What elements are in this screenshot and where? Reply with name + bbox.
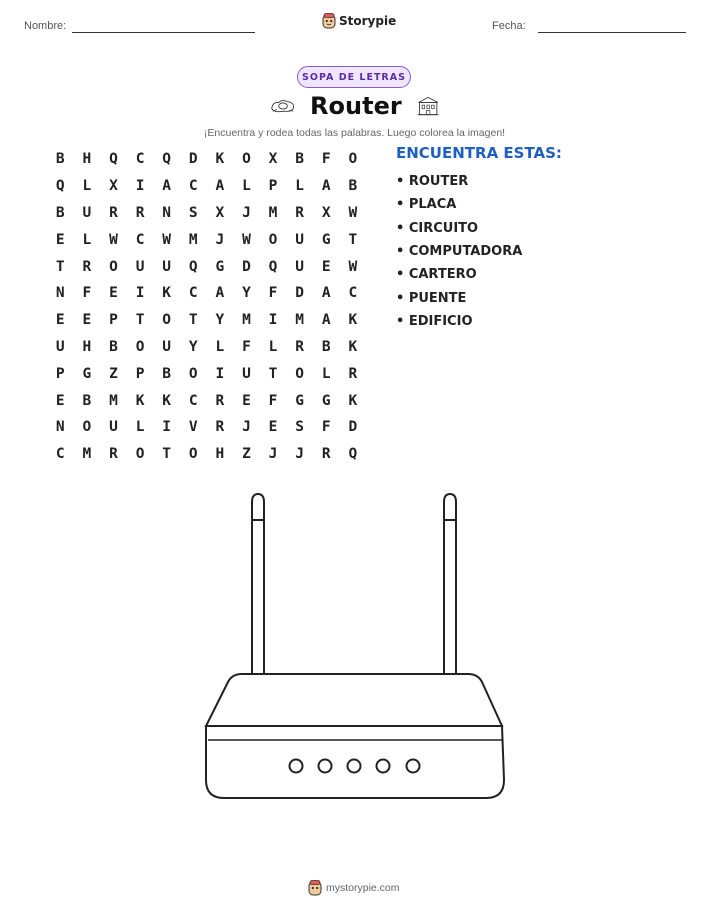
grid-letter[interactable]: X bbox=[268, 151, 278, 168]
logo-text: Storypie bbox=[339, 14, 397, 28]
grid-letter[interactable]: W bbox=[348, 204, 358, 221]
grid-letter[interactable]: U bbox=[162, 258, 172, 275]
grid-letter[interactable]: R bbox=[295, 204, 304, 221]
word-list-item: • COMPUTADORA bbox=[396, 244, 523, 260]
grid-letter[interactable]: E bbox=[82, 312, 92, 329]
grid-letter[interactable]: L bbox=[321, 365, 331, 382]
grid-letter[interactable]: L bbox=[295, 178, 304, 195]
word-list-item: • EDIFICIO bbox=[396, 313, 473, 329]
storypie-mascot-icon bbox=[308, 880, 322, 896]
grid-letter[interactable]: N bbox=[55, 419, 65, 436]
grid-letter[interactable]: M bbox=[268, 204, 278, 221]
grid-letter[interactable]: C bbox=[135, 231, 145, 248]
grid-letter[interactable]: X bbox=[215, 204, 225, 221]
grid-letter[interactable]: U bbox=[295, 231, 304, 248]
grid-letter[interactable]: A bbox=[321, 312, 331, 329]
word-list-title: ENCUENTRA ESTAS: bbox=[396, 144, 562, 162]
grid-letter[interactable]: R bbox=[82, 258, 92, 275]
grid-letter[interactable]: M bbox=[109, 392, 118, 409]
grid-letter[interactable]: L bbox=[82, 178, 92, 195]
grid-letter[interactable]: A bbox=[321, 285, 331, 302]
grid-letter[interactable]: K bbox=[215, 151, 225, 168]
grid-letter[interactable]: U bbox=[295, 258, 304, 275]
grid-letter[interactable]: R bbox=[215, 419, 225, 436]
grid-letter[interactable]: T bbox=[162, 446, 172, 463]
grid-letter[interactable]: L bbox=[215, 338, 225, 355]
grid-letter[interactable]: F bbox=[82, 285, 92, 302]
grid-letter[interactable]: E bbox=[55, 231, 65, 248]
grid-row bbox=[47, 280, 367, 307]
grid-letter[interactable]: W bbox=[348, 258, 358, 275]
grid-letter[interactable]: K bbox=[162, 392, 172, 409]
grid-letter[interactable]: F bbox=[321, 151, 331, 168]
grid-letter[interactable]: B bbox=[295, 151, 304, 168]
grid-letter[interactable]: W bbox=[162, 231, 172, 248]
grid-letter[interactable]: K bbox=[162, 285, 172, 302]
grid-letter[interactable]: B bbox=[321, 338, 331, 355]
grid-letter[interactable]: H bbox=[215, 446, 225, 463]
grid-letter[interactable]: E bbox=[109, 285, 118, 302]
grid-letter[interactable]: T bbox=[55, 258, 65, 275]
grid-letter[interactable]: Q bbox=[268, 258, 278, 275]
grid-letter[interactable]: G bbox=[321, 392, 331, 409]
grid-letter[interactable]: O bbox=[295, 365, 304, 382]
grid-letter[interactable]: U bbox=[55, 338, 65, 355]
grid-letter[interactable]: J bbox=[215, 231, 225, 248]
grid-letter[interactable]: Z bbox=[109, 365, 118, 382]
grid-letter[interactable]: I bbox=[135, 178, 145, 195]
grid-letter[interactable]: I bbox=[215, 365, 225, 382]
grid-letter[interactable]: I bbox=[268, 312, 278, 329]
grid-letter[interactable]: U bbox=[82, 204, 92, 221]
grid-letter[interactable]: L bbox=[268, 338, 278, 355]
grid-letter[interactable]: O bbox=[82, 419, 92, 436]
grid-letter[interactable]: L bbox=[135, 419, 145, 436]
grid-letter[interactable]: A bbox=[321, 178, 331, 195]
grid-letter[interactable]: D bbox=[242, 258, 251, 275]
grid-letter[interactable]: O bbox=[188, 365, 198, 382]
grid-letter[interactable]: M bbox=[82, 446, 92, 463]
grid-letter[interactable]: U bbox=[135, 258, 145, 275]
grid-letter[interactable]: C bbox=[135, 151, 145, 168]
grid-letter[interactable]: K bbox=[348, 392, 358, 409]
grid-letter[interactable]: Y bbox=[242, 285, 251, 302]
grid-letter[interactable]: C bbox=[188, 285, 198, 302]
grid-letter[interactable]: H bbox=[82, 151, 92, 168]
grid-letter[interactable]: W bbox=[109, 231, 118, 248]
grid-row bbox=[47, 200, 367, 227]
grid-row bbox=[47, 173, 367, 200]
grid-letter[interactable]: L bbox=[242, 178, 251, 195]
grid-row bbox=[47, 387, 367, 414]
name-line[interactable] bbox=[72, 32, 255, 33]
grid-letter[interactable]: T bbox=[188, 312, 198, 329]
word-list-item: • CIRCUITO bbox=[396, 220, 479, 236]
grid-letter[interactable]: D bbox=[188, 151, 198, 168]
instructions: ¡Encuentra y rodea todas las palabras. Luego colorea la imagen! bbox=[203, 127, 506, 139]
letter-grid bbox=[47, 146, 367, 468]
grid-letter[interactable]: F bbox=[268, 285, 278, 302]
grid-letter[interactable]: O bbox=[109, 258, 118, 275]
grid-letter[interactable]: Y bbox=[215, 312, 225, 329]
grid-letter[interactable]: D bbox=[348, 419, 358, 436]
storypie-mascot-icon bbox=[322, 13, 336, 29]
grid-letter[interactable]: O bbox=[268, 231, 278, 248]
date-line[interactable] bbox=[538, 32, 686, 33]
grid-letter[interactable]: C bbox=[55, 446, 65, 463]
grid-letter[interactable]: M bbox=[188, 231, 198, 248]
grid-letter[interactable]: F bbox=[268, 392, 278, 409]
grid-letter[interactable]: O bbox=[135, 338, 145, 355]
word-list-item: • PUENTE bbox=[396, 290, 467, 306]
grid-letter[interactable]: M bbox=[295, 312, 304, 329]
grid-letter[interactable]: Q bbox=[162, 151, 172, 168]
grid-letter[interactable]: E bbox=[55, 392, 65, 409]
grid-letter[interactable]: L bbox=[82, 231, 92, 248]
title-text: Router bbox=[310, 92, 402, 120]
grid-letter[interactable]: O bbox=[348, 151, 358, 168]
grid-letter[interactable]: R bbox=[321, 446, 331, 463]
grid-letter[interactable]: A bbox=[162, 178, 172, 195]
grid-letter[interactable]: X bbox=[321, 204, 331, 221]
grid-letter[interactable]: G bbox=[82, 365, 92, 382]
grid-letter[interactable]: H bbox=[82, 338, 92, 355]
grid-letter[interactable]: C bbox=[188, 178, 198, 195]
grid-letter[interactable]: X bbox=[109, 178, 118, 195]
grid-letter[interactable]: E bbox=[268, 419, 278, 436]
footer-url[interactable]: mystorypie.com bbox=[326, 882, 400, 894]
grid-letter[interactable]: P bbox=[109, 312, 118, 329]
grid-row bbox=[47, 226, 367, 253]
grid-letter[interactable]: Q bbox=[348, 446, 358, 463]
grid-letter[interactable]: B bbox=[348, 178, 358, 195]
storypie-logo bbox=[322, 13, 396, 29]
grid-letter[interactable]: K bbox=[135, 392, 145, 409]
grid-letter[interactable]: I bbox=[135, 285, 145, 302]
grid-letter[interactable]: K bbox=[348, 312, 358, 329]
grid-letter[interactable]: N bbox=[55, 285, 65, 302]
grid-letter[interactable]: O bbox=[242, 151, 251, 168]
grid-letter[interactable]: F bbox=[321, 419, 331, 436]
grid-letter[interactable]: P bbox=[55, 365, 65, 382]
grid-row bbox=[47, 414, 367, 441]
grid-letter[interactable]: Q bbox=[188, 258, 198, 275]
puzzle-type-badge: SOPA DE LETRAS bbox=[297, 66, 411, 88]
grid-letter[interactable]: U bbox=[242, 365, 251, 382]
name-label: Nombre: bbox=[24, 20, 67, 32]
grid-row bbox=[47, 253, 367, 280]
grid-letter[interactable]: C bbox=[188, 392, 198, 409]
grid-letter[interactable]: K bbox=[348, 338, 358, 355]
grid-letter[interactable]: J bbox=[268, 446, 278, 463]
grid-letter[interactable]: Z bbox=[242, 446, 251, 463]
grid-letter[interactable]: T bbox=[135, 312, 145, 329]
footer bbox=[308, 880, 400, 896]
grid-letter[interactable]: C bbox=[348, 285, 358, 302]
grid-letter[interactable]: G bbox=[295, 392, 304, 409]
grid-row bbox=[47, 307, 367, 334]
grid-letter[interactable]: O bbox=[162, 312, 172, 329]
grid-letter[interactable]: F bbox=[242, 338, 251, 355]
page-title bbox=[270, 92, 440, 120]
grid-letter[interactable]: E bbox=[242, 392, 251, 409]
grid-row bbox=[47, 360, 367, 387]
grid-letter[interactable]: R bbox=[215, 392, 225, 409]
grid-letter[interactable]: S bbox=[188, 204, 198, 221]
grid-letter[interactable]: J bbox=[242, 419, 251, 436]
grid-letter[interactable]: R bbox=[295, 338, 304, 355]
grid-letter[interactable]: R bbox=[348, 365, 358, 382]
grid-row bbox=[47, 334, 367, 361]
grid-letter[interactable]: B bbox=[162, 365, 172, 382]
grid-letter[interactable]: A bbox=[215, 178, 225, 195]
date-label: Fecha: bbox=[492, 20, 526, 32]
grid-letter[interactable]: B bbox=[55, 151, 65, 168]
grid-letter[interactable]: Q bbox=[109, 151, 118, 168]
grid-letter[interactable]: N bbox=[162, 204, 172, 221]
grid-letter[interactable]: T bbox=[348, 231, 358, 248]
grid-letter[interactable]: B bbox=[82, 392, 92, 409]
building-icon bbox=[416, 94, 440, 118]
grid-letter[interactable]: D bbox=[295, 285, 304, 302]
grid-letter[interactable]: U bbox=[109, 419, 118, 436]
grid-letter[interactable]: I bbox=[162, 419, 172, 436]
grid-row bbox=[47, 146, 367, 173]
grid-letter[interactable]: J bbox=[295, 446, 304, 463]
grid-row bbox=[47, 441, 367, 468]
grid-letter[interactable]: J bbox=[242, 204, 251, 221]
grid-letter[interactable]: P bbox=[135, 365, 145, 382]
grid-letter[interactable]: O bbox=[188, 446, 198, 463]
grid-letter[interactable]: G bbox=[215, 258, 225, 275]
grid-letter[interactable]: R bbox=[109, 446, 118, 463]
grid-letter[interactable]: P bbox=[268, 178, 278, 195]
grid-letter[interactable]: Q bbox=[55, 178, 65, 195]
grid-letter[interactable]: Y bbox=[188, 338, 198, 355]
grid-letter[interactable]: O bbox=[135, 446, 145, 463]
word-list-item: • CARTERO bbox=[396, 267, 477, 283]
word-list-item: • ROUTER bbox=[396, 174, 469, 190]
grid-letter[interactable]: U bbox=[162, 338, 172, 355]
grid-letter[interactable]: R bbox=[109, 204, 118, 221]
word-list-item: • PLACA bbox=[396, 197, 457, 213]
grid-letter[interactable]: M bbox=[242, 312, 251, 329]
grid-letter[interactable]: T bbox=[268, 365, 278, 382]
grid-letter[interactable]: R bbox=[135, 204, 145, 221]
grid-letter[interactable]: E bbox=[321, 258, 331, 275]
grid-letter[interactable]: A bbox=[215, 285, 225, 302]
fried-egg-icon bbox=[270, 97, 296, 115]
grid-letter[interactable]: G bbox=[321, 231, 331, 248]
router-illustration[interactable] bbox=[200, 490, 510, 810]
grid-letter[interactable]: S bbox=[295, 419, 304, 436]
grid-letter[interactable]: B bbox=[109, 338, 118, 355]
grid-letter[interactable]: W bbox=[242, 231, 251, 248]
word-list bbox=[396, 170, 522, 333]
grid-letter[interactable]: V bbox=[188, 419, 198, 436]
grid-letter[interactable]: E bbox=[55, 312, 65, 329]
grid-letter[interactable]: B bbox=[55, 204, 65, 221]
